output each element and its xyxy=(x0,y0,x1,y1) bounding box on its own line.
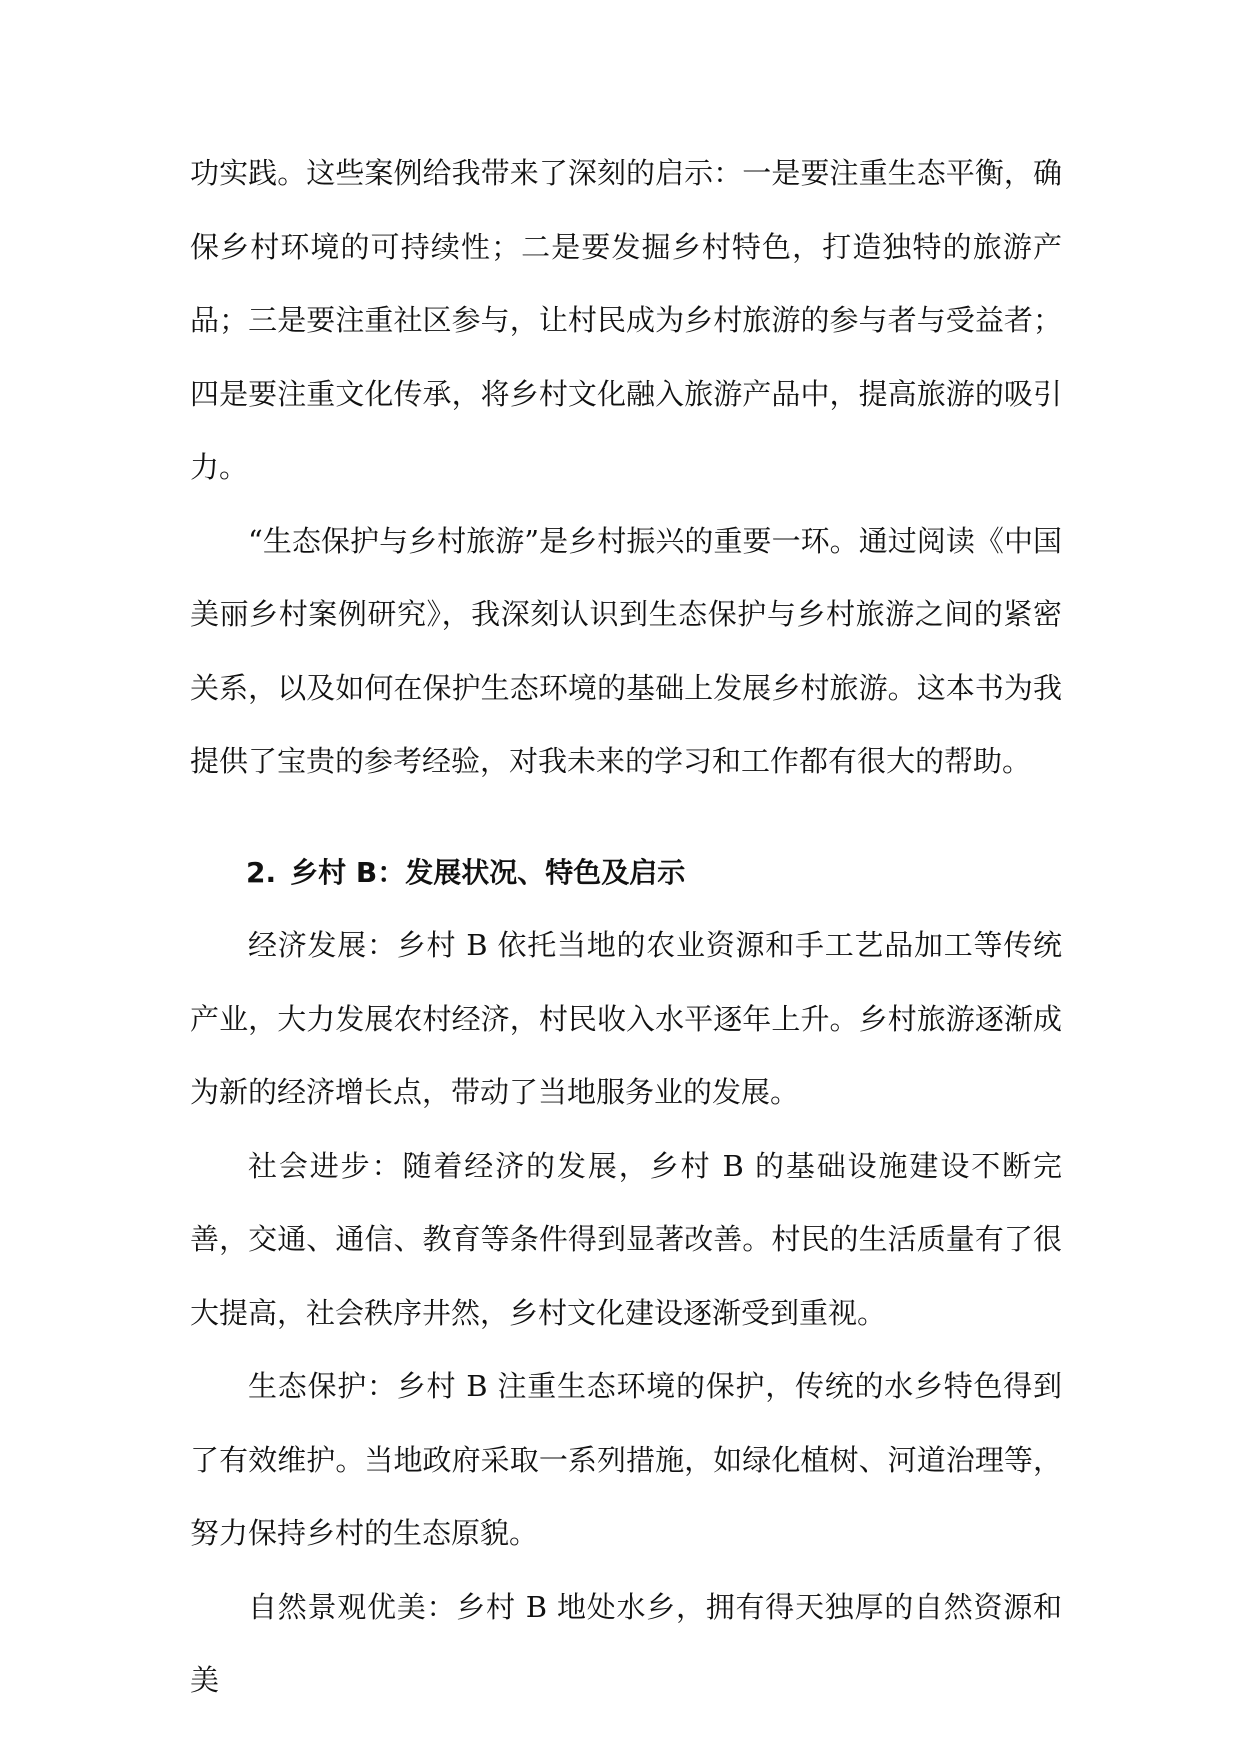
paragraph-social-progress: 社会进步：随着经济的发展，乡村 B 的基础设施建设不断完善，交通、通信、教育等条件得到显著改善。村民的生活质量有了很大提高，社会秩序井然，乡村文化建设逐渐受到重视。 xyxy=(190,1148,1062,1330)
section-number: 2. xyxy=(246,855,277,889)
paragraph-ecological-protection: 生态保护：乡村 B 注重生态环境的保护，传统的水乡特色得到了有效维护。当地政府采取一系列措施，如绿化植树、河道治理等，努力保持乡村的生态原貌。 xyxy=(190,1369,1062,1550)
paragraph-natural-landscape: 自然景观优美：乡村 B 地处水乡，拥有得天独厚的自然资源和美 xyxy=(190,1589,1062,1697)
paragraph-ecology-tourism: “生态保护与乡村旅游”是乡村振兴的重要一环。通过阅读《中国美丽乡村案例研究》，我深刻认识到生态保护与乡村旅游之间的紧密关系，以及如何在保护生态环境的基础上发展乡村旅游。这本书为我提供了宝贵的参考经验，对我未来的学习和工作都有很大的帮助。 xyxy=(190,523,1062,778)
section-title: 乡村 B：发展状况、特色及启示 xyxy=(290,855,686,889)
section-heading-village-b xyxy=(190,836,1062,910)
document-body xyxy=(190,137,1062,1718)
paragraph-economic-development: 经济发展：乡村 B 依托当地的农业资源和手工艺品加工等传统产业，大力发展农村经济，村民收入水平逐年上升。乡村旅游逐渐成为新的经济增长点，带动了当地服务业的发展。 xyxy=(190,928,1062,1109)
paragraph-case-insights: 功实践。这些案例给我带来了深刻的启示：一是要注重生态平衡，确保乡村环境的可持续性；二是要发掘乡村特色，打造独特的旅游产品；三是要注重社区参与，让村民成为乡村旅游的参与者与受益者；四是要注重文化传承，将乡村文化融入旅游产品中，提高旅游的吸引力。 xyxy=(190,156,1062,484)
